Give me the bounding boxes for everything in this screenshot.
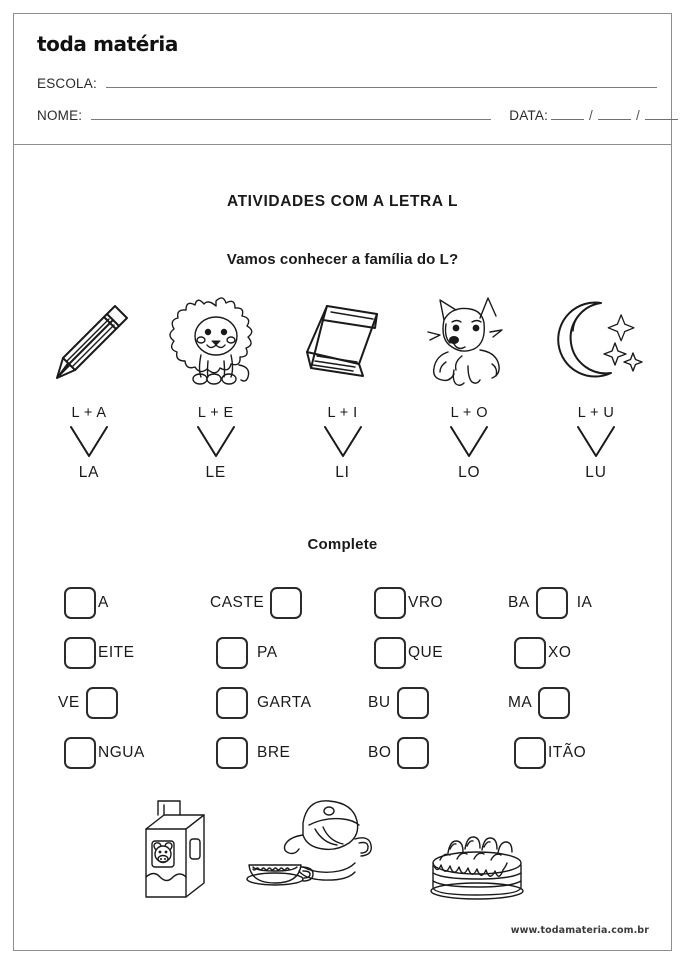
family-syllable: LI bbox=[335, 464, 350, 481]
milk-carton-icon bbox=[130, 795, 208, 903]
page-title: ATIVIDADES COM A LETRA L bbox=[226, 193, 459, 210]
family-item-la bbox=[28, 288, 150, 482]
family-equation: L + A bbox=[71, 405, 107, 421]
complete-item bbox=[58, 737, 210, 769]
answer-box[interactable] bbox=[216, 737, 248, 769]
down-arrow-icon bbox=[193, 423, 239, 461]
word-suffix: ITÃO bbox=[548, 744, 587, 761]
complete-row bbox=[58, 578, 646, 628]
date-year-input[interactable] bbox=[645, 109, 678, 120]
answer-box[interactable] bbox=[514, 637, 546, 669]
answer-box[interactable] bbox=[64, 587, 96, 619]
answer-box[interactable] bbox=[374, 637, 406, 669]
complete-item bbox=[368, 737, 508, 769]
answer-box[interactable] bbox=[216, 637, 248, 669]
answer-box[interactable] bbox=[397, 687, 429, 719]
date-separator-2: / bbox=[635, 108, 640, 123]
worksheet-header bbox=[13, 13, 672, 145]
word-suffix: VRO bbox=[408, 594, 444, 611]
complete-grid bbox=[58, 578, 646, 778]
word-suffix: GARTA bbox=[257, 694, 312, 711]
answer-box[interactable] bbox=[64, 737, 96, 769]
complete-row bbox=[58, 678, 646, 728]
complete-item bbox=[508, 737, 646, 769]
teacup-and-teapot-icon bbox=[241, 795, 391, 903]
complete-row bbox=[58, 628, 646, 678]
complete-item bbox=[368, 637, 508, 669]
down-arrow-icon bbox=[446, 423, 492, 461]
family-equation: L + O bbox=[450, 405, 488, 421]
date-separator-1: / bbox=[589, 108, 593, 123]
answer-box[interactable] bbox=[86, 687, 118, 719]
family-equation: L + U bbox=[577, 405, 615, 421]
word-prefix: VE bbox=[58, 694, 80, 711]
moon-icon bbox=[540, 288, 652, 392]
complete-item bbox=[368, 587, 508, 619]
complete-item bbox=[210, 687, 368, 719]
family-syllable: LA bbox=[78, 464, 100, 481]
word-prefix: MA bbox=[508, 694, 533, 711]
family-item-lo bbox=[408, 288, 530, 482]
word-suffix: QUE bbox=[408, 644, 444, 661]
answer-box[interactable] bbox=[536, 587, 568, 619]
family-item-le bbox=[155, 288, 277, 482]
word-suffix: IA bbox=[576, 594, 593, 611]
family-item-li bbox=[282, 288, 404, 482]
school-field-row bbox=[37, 76, 657, 91]
name-input-line[interactable] bbox=[91, 109, 491, 120]
answer-box[interactable] bbox=[216, 687, 248, 719]
complete-item bbox=[58, 637, 210, 669]
bottom-illustrations bbox=[130, 793, 530, 903]
footer-url: www.todamateria.com.br bbox=[510, 925, 649, 936]
down-arrow-icon bbox=[320, 423, 366, 461]
lion-icon bbox=[160, 288, 272, 392]
word-prefix: BO bbox=[368, 744, 392, 761]
name-label: NOME: bbox=[37, 108, 83, 123]
answer-box[interactable] bbox=[538, 687, 570, 719]
complete-item bbox=[210, 637, 368, 669]
family-syllable: LU bbox=[585, 464, 607, 481]
complete-item bbox=[508, 587, 646, 619]
word-prefix: CASTE bbox=[210, 594, 265, 611]
family-item-lu bbox=[535, 288, 657, 482]
family-equation: L + I bbox=[327, 405, 358, 421]
word-suffix: PA bbox=[257, 644, 278, 661]
date-field bbox=[509, 108, 681, 123]
word-suffix: A bbox=[98, 594, 109, 611]
complete-item bbox=[210, 737, 368, 769]
complete-item bbox=[210, 587, 368, 619]
school-label: ESCOLA: bbox=[37, 76, 97, 91]
name-date-field-row bbox=[37, 108, 657, 123]
date-day-input[interactable] bbox=[551, 109, 584, 120]
complete-item bbox=[58, 587, 210, 619]
word-suffix: XO bbox=[548, 644, 572, 661]
complete-item bbox=[368, 687, 508, 719]
complete-heading: Complete bbox=[307, 536, 378, 553]
word-suffix: BRE bbox=[257, 744, 291, 761]
family-equation: L + E bbox=[197, 405, 234, 421]
family-syllable: LO bbox=[458, 464, 481, 481]
complete-row bbox=[58, 728, 646, 778]
answer-box[interactable] bbox=[374, 587, 406, 619]
word-suffix: EITE bbox=[98, 644, 135, 661]
complete-item bbox=[58, 687, 210, 719]
complete-item bbox=[508, 637, 646, 669]
wolf-icon bbox=[413, 288, 525, 392]
date-month-input[interactable] bbox=[598, 109, 631, 120]
school-input-line[interactable] bbox=[106, 77, 657, 88]
answer-box[interactable] bbox=[397, 737, 429, 769]
cake-icon bbox=[424, 803, 530, 903]
complete-item bbox=[508, 687, 646, 719]
word-prefix: BA bbox=[508, 594, 530, 611]
family-syllable: LE bbox=[205, 464, 227, 481]
down-arrow-icon bbox=[66, 423, 112, 461]
down-arrow-icon bbox=[573, 423, 619, 461]
brand-logo: toda matéria bbox=[37, 32, 178, 56]
date-label: DATA: bbox=[509, 108, 549, 123]
pencil-icon bbox=[33, 288, 145, 392]
answer-box[interactable] bbox=[64, 637, 96, 669]
answer-box[interactable] bbox=[270, 587, 302, 619]
word-prefix: BU bbox=[368, 694, 391, 711]
section-subtitle: Vamos conhecer a família do L? bbox=[226, 251, 459, 268]
answer-box[interactable] bbox=[514, 737, 546, 769]
word-suffix: NGUA bbox=[98, 744, 145, 761]
book-icon bbox=[287, 288, 399, 392]
syllable-family-row bbox=[28, 288, 657, 482]
